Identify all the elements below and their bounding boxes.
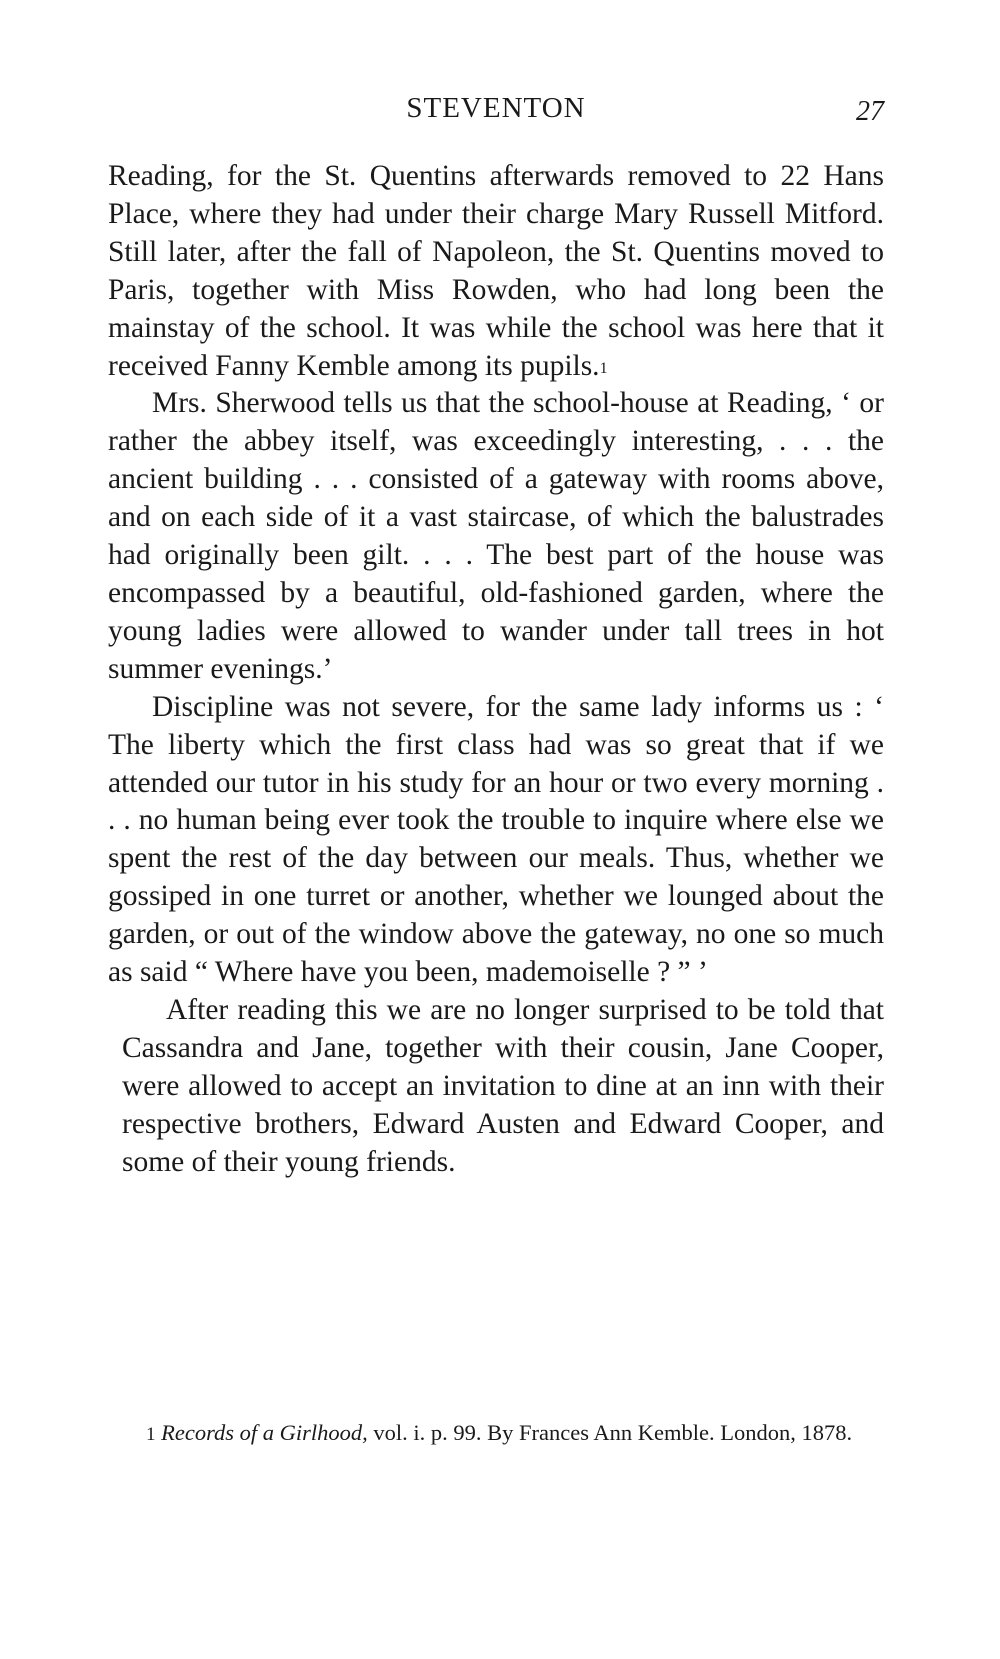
- paragraph: Mrs. Sherwood tells us that the school-house at Reading, ‘ or rather the abbey itself, was exceedingly interesting, . . . the ancient building . . . consisted of a gateway with rooms above, and on each side of it a vast staircase, of which the balustrades had originally been gilt. . . . The best part of the house was encompassed by a beautiful, old-fashioned garden, where the young ladies were allowed to wander under tall trees in hot summer evenings.’: [108, 387, 884, 685]
- footnote: [122, 1416, 888, 1451]
- footnote-text: vol. i. p. 99. By Frances Ann Kemble. London, 1878.: [367, 1420, 853, 1445]
- paragraph: After reading this we are no longer surprised to be told that Cassandra and Jane, together with their cousin, Jane Cooper, were allowed to accept an invitation to dine at an inn with their respective brothers, Edward Austen and Edward Cooper, and some of their young friends.: [122, 993, 884, 1178]
- page-number: 27: [856, 96, 884, 127]
- footnote-title: Records of a Girlhood,: [161, 1420, 368, 1445]
- paragraph: [108, 158, 884, 385]
- body-text: [108, 158, 884, 1181]
- footnote-number: 1: [146, 1424, 156, 1445]
- page-header: [108, 92, 884, 132]
- paragraph-text: Reading, for the St. Quentins afterwards removed to 22 Hans Place, where they had under their charge Mary Russell Mitford. Still later, after the fall of Napoleon, the St. Quentins moved to Paris, together with Miss Rowden, who had long been the mainstay of the school. It was while the school was here that it received Fanny Kemble among its pupils.: [108, 160, 884, 382]
- running-title: STEVENTON: [406, 92, 586, 124]
- footnote-reference: 1: [599, 359, 608, 377]
- paragraph: Discipline was not severe, for the same lady informs us : ‘ The liberty which the first class had was so great that if we attended our tutor in his study for an hour or two every morning . . . no human being ever took the trouble to inquire where else we spent the rest of the day between our meals. Thus, whether we gossiped in one turret or another, whether we lounged about the garden, or out of the window above the gateway, no one so much as said “ Where have you been, mademoiselle ? ” ’: [108, 690, 884, 989]
